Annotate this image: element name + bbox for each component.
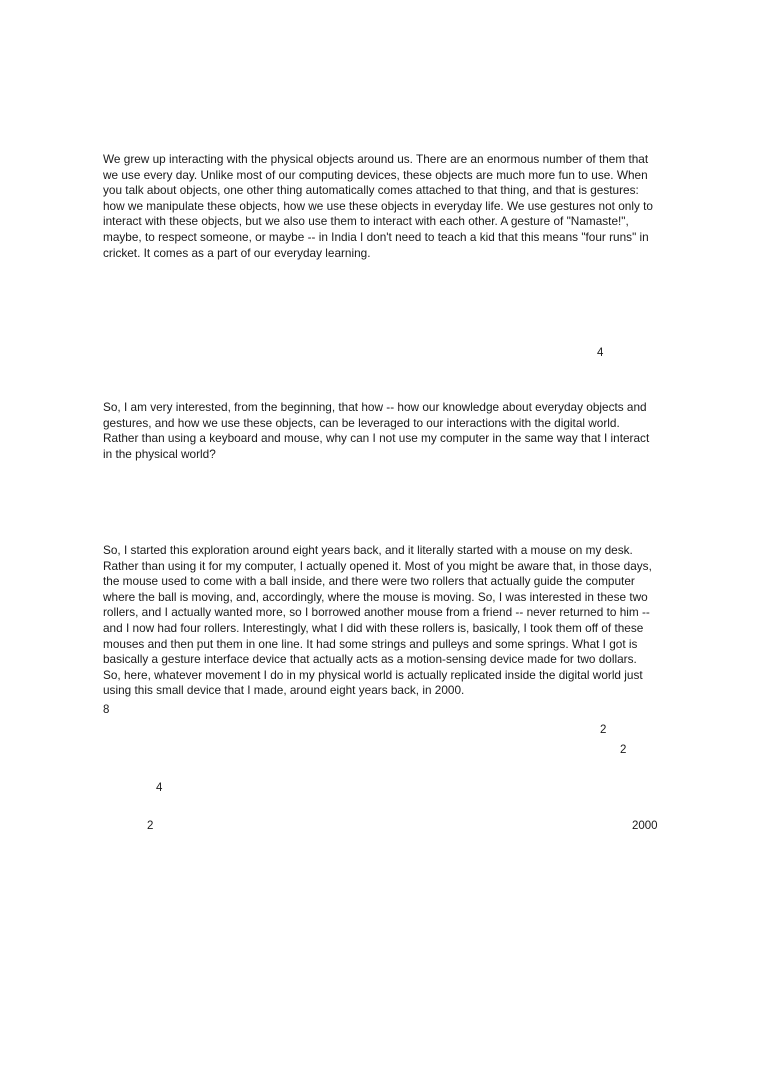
text-line: in the physical world?: [103, 446, 216, 461]
text-line: the mouse used to come with a ball inside, and there were two rollers that actually guide the computer: [103, 574, 635, 589]
text-line: interact with these objects, but we also use them to interact with each other. A gesture of "Namaste!",: [103, 214, 629, 229]
text-line: mouses and then put them in one line. It had some strings and pulleys and some springs. What I got is: [103, 636, 638, 651]
text-line: we use every day. Unlike most of our computing devices, these objects are much more fun to use. When: [103, 167, 648, 182]
text-line: So, here, whatever movement I do in my physical world is actually replicated inside the digital world just: [103, 667, 643, 682]
paragraph-exploration: [103, 543, 673, 699]
stray-number: 4: [156, 782, 163, 794]
text-line: rollers, and I actually wanted more, so I borrowed another mouse from a friend -- never returned to him --: [103, 605, 650, 620]
stray-number: 2: [620, 744, 627, 756]
text-line: maybe, to respect someone, or maybe -- in India I don't need to teach a kid that this means "four runs" in: [103, 229, 649, 244]
stray-number: 2: [600, 724, 607, 736]
text-line: cricket. It comes as a part of our everyday learning.: [103, 245, 371, 260]
stray-number: 2000: [632, 820, 658, 832]
text-line: We grew up interacting with the physical objects around us. There are an enormous number of them that: [103, 152, 649, 166]
text-line: So, I started this exploration around eight years back, and it literally started with a mouse on my desk.: [103, 543, 633, 557]
paragraph-intro: [103, 152, 673, 261]
text-line: basically a gesture interface device that actually acts as a motion-sensing device made for two dollars.: [103, 652, 637, 667]
text-line: Rather than using a keyboard and mouse, why can I not use my computer in the same way that I interact: [103, 431, 650, 446]
text-line: Rather than using it for my computer, I actually opened it. Most of you might be aware that, in those days,: [103, 558, 652, 573]
text-line: how we manipulate these objects, how we use these objects in everyday life. We use gestures not only to: [103, 198, 653, 213]
text-line: gestures, and how we use these objects, can be leveraged to our interactions with the digital world.: [103, 415, 620, 430]
stray-number: 4: [597, 347, 604, 359]
stray-number: 2: [147, 820, 154, 832]
text-line: So, I am very interested, from the beginning, that how -- how our knowledge about everyday objects and: [103, 400, 647, 414]
text-line: where the ball is moving, and, accordingly, where the mouse is moving. So, I was interested in these two: [103, 589, 648, 604]
stray-number: 8: [103, 704, 110, 716]
text-line: and I now had four rollers. Interestingly, what I did with these rollers is, basically, I took them off of these: [103, 620, 644, 635]
text-line: you talk about objects, one other thing automatically comes attached to that thing, and that is gestures:: [103, 183, 639, 198]
paragraph-interest: [103, 400, 673, 462]
text-line: using this small device that I made, around eight years back, in 2000.: [103, 683, 465, 698]
